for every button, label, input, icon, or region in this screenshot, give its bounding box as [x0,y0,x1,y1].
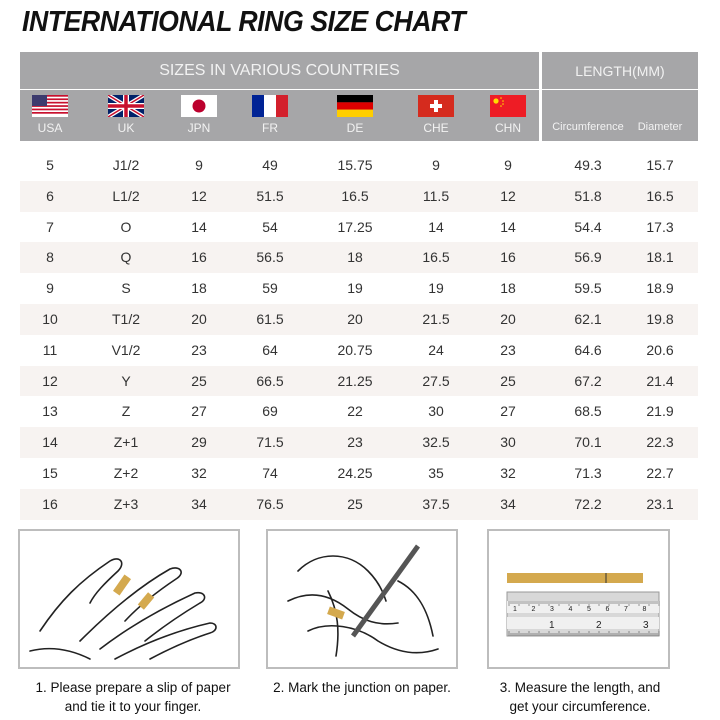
table-cell: J1/2 [112,157,140,173]
table-cell: T1/2 [111,311,141,327]
step-2-line-1: 2. Mark the junction on paper. [273,680,451,695]
ruler-cm-mark: 6 [605,606,610,613]
ruler-cm-mark: 7 [624,606,628,613]
table-row [20,396,698,427]
table-row [20,150,698,181]
country-che [406,95,466,135]
table-cell: 21.4 [646,372,674,389]
table-cell: 6 [46,187,54,204]
country-code: USA [37,121,63,135]
country-header-row [20,90,539,141]
table-cell: S [121,280,131,297]
ruler-cm-mark: 8 [642,606,647,613]
table-cell: 20.6 [646,341,674,358]
table-cell: 59.5 [574,280,602,297]
table-cell: 13 [42,403,58,420]
table-cell: O [120,218,132,235]
table-cell: 32 [500,465,516,481]
ruler-inch-mark: 1 [549,620,555,631]
country-code: CHN [495,121,521,135]
table-cell: 51.5 [256,187,284,204]
country-de [325,95,385,135]
table-cell: 16 [500,249,516,266]
table-cell: 9 [432,157,440,173]
table-cell: 22.7 [646,465,674,481]
table-row [20,458,698,489]
ruler-cm-mark: 4 [568,606,573,613]
table-cell: 17.3 [646,218,674,235]
marking-paper-icon [268,531,456,667]
table-row [20,427,698,458]
table-cell: 76.5 [256,495,284,512]
table-row [20,489,698,520]
table-cell: 74 [262,465,278,481]
diameter-header: Diameter [637,121,683,133]
table-cell: 24.25 [337,465,373,481]
table-cell: 9 [504,157,512,173]
table-cell: Z+2 [113,465,139,481]
table-cell: 11 [42,341,58,358]
table-cell: 20 [191,311,207,327]
table-cell: 19 [428,280,444,297]
table-cell: 18 [191,280,207,297]
table-cell: 59 [262,280,278,297]
france-flag-icon [252,95,288,117]
table-cell: L1/2 [112,187,140,204]
table-cell: 32.5 [422,434,450,451]
table-cell: 30 [428,403,444,420]
table-cell: 7 [46,218,54,235]
country-code: JPN [187,121,211,135]
table-cell: 12 [500,187,516,204]
table-cell: 37.5 [422,495,450,512]
table-cell: 24 [428,341,444,358]
step-1-caption [18,678,248,716]
uk-flag-icon [108,95,144,117]
ruler-cm-mark: 2 [531,606,536,613]
table-cell: 10 [42,311,58,327]
table-cell: 25 [500,372,516,389]
ruler-inch-mark: 3 [643,620,649,631]
table-cell: 14 [428,218,444,235]
table-cell: 64.6 [574,341,602,358]
table-cell: 18 [347,249,363,266]
table-cell: 8 [46,249,54,266]
germany-flag-icon [337,95,373,117]
table-cell: 15.75 [337,157,373,173]
table-cell: 54.4 [574,218,602,235]
table-cell: 64 [262,341,278,358]
table-cell: 16.5 [422,249,450,266]
country-usa [20,95,80,135]
table-cell: 19.8 [646,311,674,327]
table-cell: 71.5 [256,434,284,451]
table-row [20,181,698,212]
country-code: CHE [423,121,449,135]
page-title: INTERNATIONAL RING SIZE CHART [22,6,466,38]
table-cell: 21.25 [337,372,373,389]
table-cell: 66.5 [256,372,284,389]
table-cell: 49 [262,157,278,173]
hand-with-paper-icon [20,531,238,667]
step-3-line-1: 3. Measure the length, and [499,680,661,695]
table-cell: Z+1 [113,434,139,451]
table-cell: 34 [500,495,516,512]
table-cell: 54 [262,218,278,235]
table-cell: 30 [500,434,516,451]
length-subheader-row [542,90,698,141]
table-cell: 17.25 [337,218,373,235]
step-2-illustration [266,529,458,669]
table-cell: 14 [42,434,58,451]
table-cell: Z+3 [113,495,139,512]
table-cell: 34 [191,495,207,512]
table-cell: 70.1 [574,434,602,451]
table-cell: 22.3 [646,434,674,451]
table-cell: Y [121,372,131,389]
table-cell: 27 [191,403,207,420]
step-1-illustration [18,529,240,669]
table-cell: 27 [500,403,516,420]
table-cell: 15 [42,465,58,481]
country-code: UK [117,121,135,135]
table-cell: 23 [191,341,207,358]
table-cell: 21.9 [646,403,674,420]
table-cell: 15.7 [646,157,674,173]
table-cell: 35 [428,465,444,481]
ruler-measurement-icon [489,531,668,667]
table-cell: 22 [347,403,363,420]
table-cell: 27.5 [422,372,450,389]
table-cell: 61.5 [256,311,284,327]
ruler-cm-mark: 1 [513,606,517,613]
table-cell: Q [120,249,132,266]
table-cell: 69 [262,403,278,420]
table-cell: 5 [46,157,54,173]
step-2-caption [252,678,472,697]
country-fr [240,95,300,135]
step-3-caption [480,678,680,716]
table-cell: 9 [195,157,203,173]
table-cell: 20.75 [337,341,373,358]
table-row [20,366,698,397]
table-cell: 16.5 [341,187,369,204]
table-cell: 67.2 [574,372,602,389]
country-code: DE [346,121,364,135]
table-cell: 72.2 [574,495,602,512]
table-row [20,304,698,335]
table-cell: 18 [500,280,516,297]
table-cell: 23 [347,434,363,451]
table-cell: 29 [191,434,207,451]
table-cell: 25 [347,495,363,512]
sizes-group-header: SIZES IN VARIOUS COUNTRIES [20,52,539,89]
china-flag-icon [490,95,526,117]
table-cell: 49.3 [574,157,602,173]
country-chn [478,95,538,135]
us-flag-icon [32,95,68,117]
table-row [20,335,698,366]
country-jpn [169,95,229,135]
ruler-cm-mark: 5 [587,606,591,613]
table-cell: 23 [500,341,516,358]
table-cell: 32 [191,465,207,481]
table-cell: 62.1 [574,311,602,327]
country-code: FR [262,121,278,135]
country-uk [96,95,156,135]
table-cell: V1/2 [111,341,141,358]
step-1-line-1: 1. Please prepare a slip of paper [35,680,231,695]
table-cell: 18.9 [646,280,674,297]
table-cell: 71.3 [574,465,602,481]
step-1-line-2: and tie it to your finger. [64,699,202,714]
table-cell: Z [121,403,131,420]
step-3-illustration [487,529,670,669]
table-cell: 19 [347,280,363,297]
table-cell: 20 [500,311,516,327]
table-cell: 14 [500,218,516,235]
table-row [20,242,698,273]
table-cell: 56.9 [574,249,602,266]
step-3-line-2: get your circumference. [509,699,651,714]
table-cell: 16 [191,249,207,266]
ruler-inch-mark: 2 [596,620,602,631]
table-cell: 9 [46,280,54,297]
table-cell: 68.5 [574,403,602,420]
table-cell: 21.5 [422,311,450,327]
table-cell: 20 [347,311,363,327]
ruler-cm-mark: 3 [550,606,554,613]
table-cell: 23.1 [646,495,674,512]
table-cell: 12 [191,187,207,204]
switzerland-flag-icon [418,95,454,117]
table-cell: 51.8 [574,187,602,204]
paper-strip [507,573,643,583]
table-cell: 16 [42,495,58,512]
length-group-header: LENGTH(MM) [542,52,698,89]
table-cell: 12 [42,372,58,389]
table-cell: 18.1 [646,249,674,266]
circumference-header: Circumference [552,121,624,133]
table-cell: 16.5 [646,187,674,204]
table-cell: 56.5 [256,249,284,266]
japan-flag-icon [181,95,217,117]
table-cell: 25 [191,372,207,389]
table-cell: 14 [191,218,207,235]
table-cell: 11.5 [422,187,450,204]
table-row [20,273,698,304]
table-row [20,212,698,243]
